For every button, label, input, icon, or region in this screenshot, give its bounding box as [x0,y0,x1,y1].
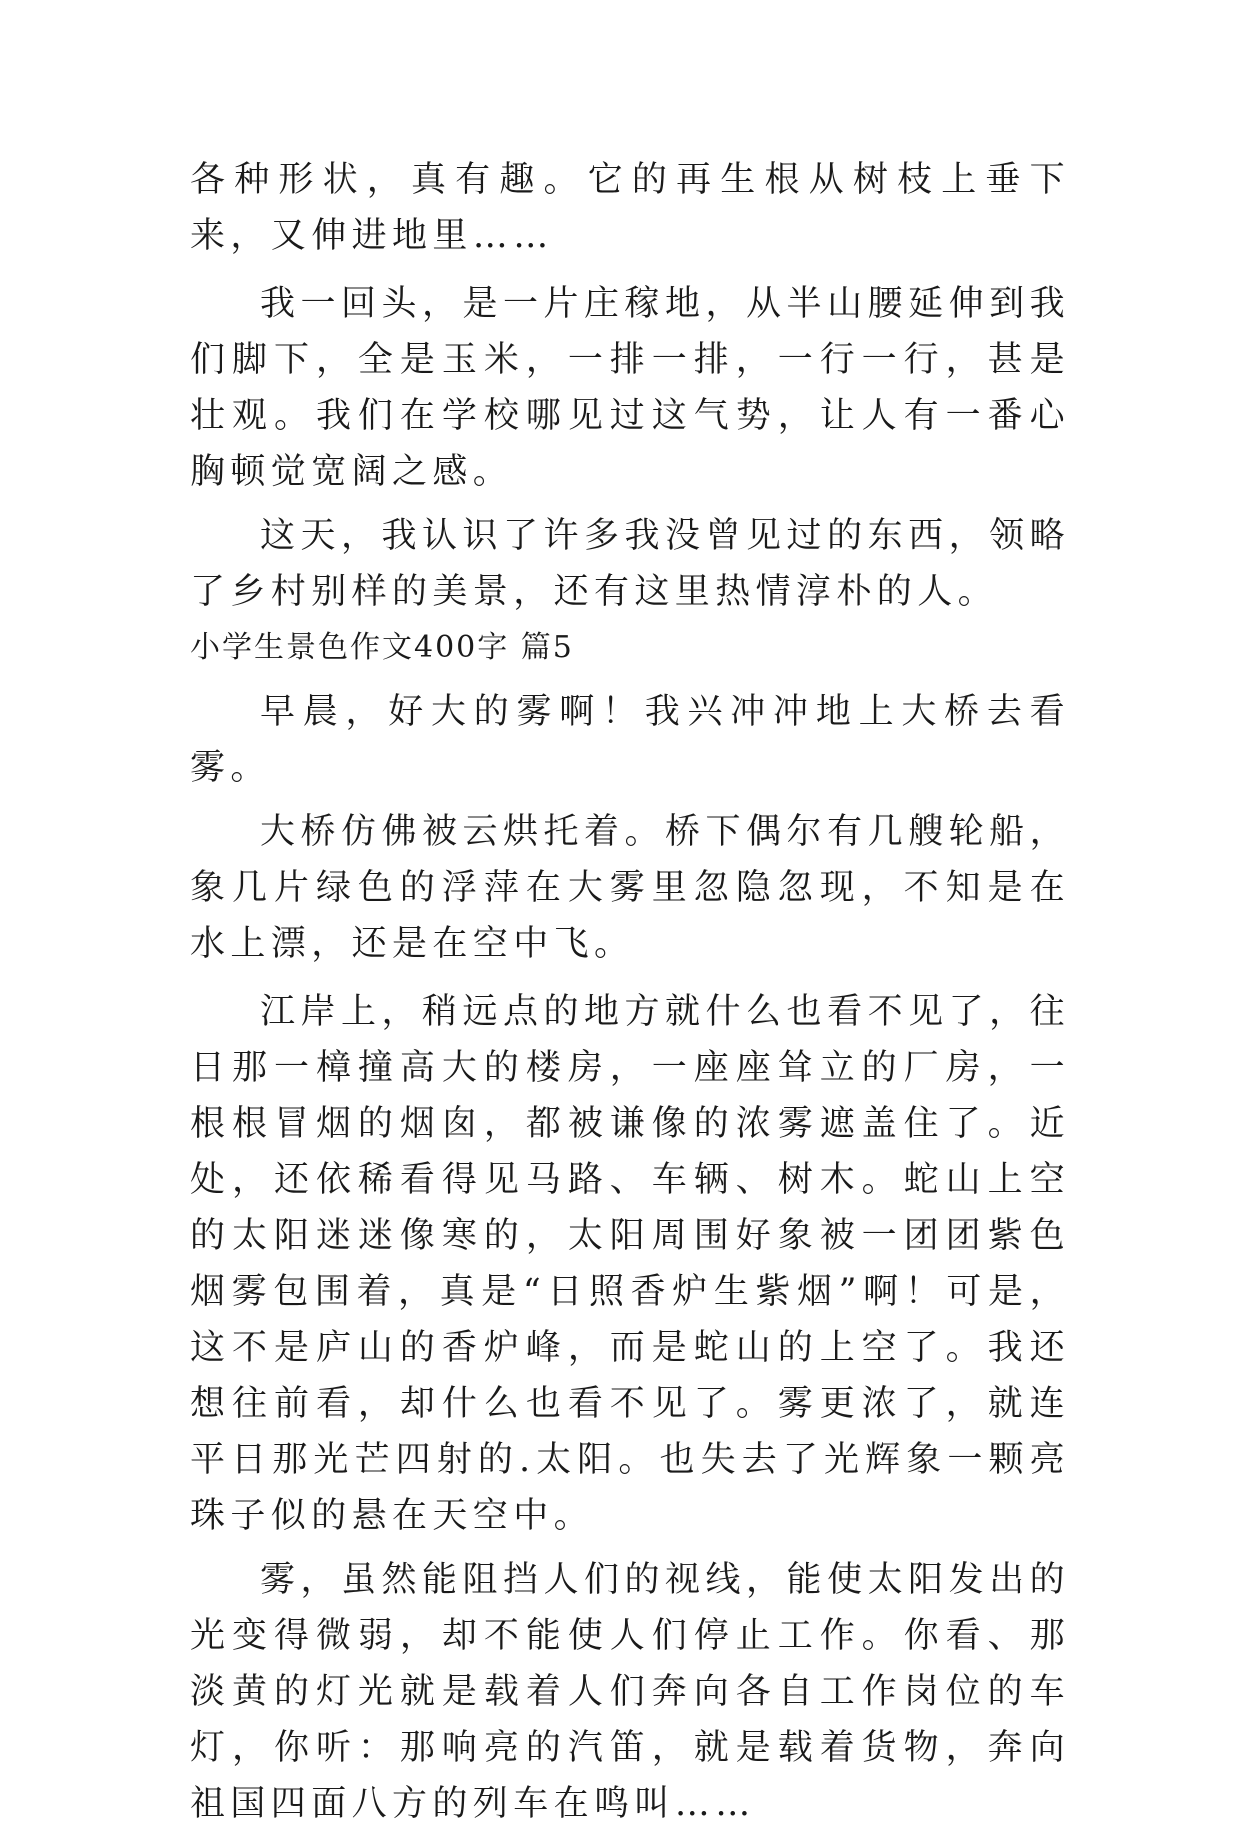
paragraph-morning-fog: 早晨，好大的雾啊！我兴冲冲地上大桥去看雾。 [190,692,1070,788]
paragraph-fog-work: 雾，虽然能阻挡人们的视线，能使太阳发出的光变得微弱，却不能使人们停止工作。你看、那淡黄的灯光就是载着人们奔向各自工作岗位的车灯，你听：那响亮的汽笛，就是载着货物，奔向祖国四面八方的列车在鸣叫…… [190,1560,1070,1824]
paragraph-cornfield: 我一回头，是一片庄稼地，从半山腰延伸到我们脚下，全是玉米，一排一排，一行一行，甚是壮观。我们在学校哪见过这气势，让人有一番心胸顿觉宽阔之感。 [190,284,1070,492]
paragraph-riverbank: 江岸上，稍远点的地方就什么也看不见了，往日那一樟撞高大的楼房，一座座耸立的厂房，一根根冒烟的烟囱，都被谦像的浓雾遮盖住了。近处，还依稀看得见马路、车辆、树木。蛇山上空的太阳迷迷像寒的，太阳周围好象被一团团紫色烟雾包围着，真是“日照香炉生紫烟”啊！可是，这不是庐山的香炉峰，而是蛇山的上空了。我还想往前看，却什么也看不见了。雾更浓了，就连平日那光芒四射的.太阳。也失去了光辉象一颗亮珠子似的悬在天空中。 [190,992,1070,1536]
paragraph-bridge: 大桥仿佛被云烘托着。桥下偶尔有几艘轮船，象几片绿色的浮萍在大雾里忽隐忽现，不知是在水上漂，还是在空中飞。 [190,812,1070,964]
section-heading: 小学生景色作文400字 篇5 [190,630,574,665]
document-body [190,152,1070,1832]
paragraph-continuation: 各种形状，真有趣。它的再生根从树枝上垂下来，又伸进地里…… [190,160,1070,256]
paragraph-that-day: 这天，我认识了许多我没曾见过的东西，领略了乡村别样的美景，还有这里热情淳朴的人。 [190,516,1070,612]
